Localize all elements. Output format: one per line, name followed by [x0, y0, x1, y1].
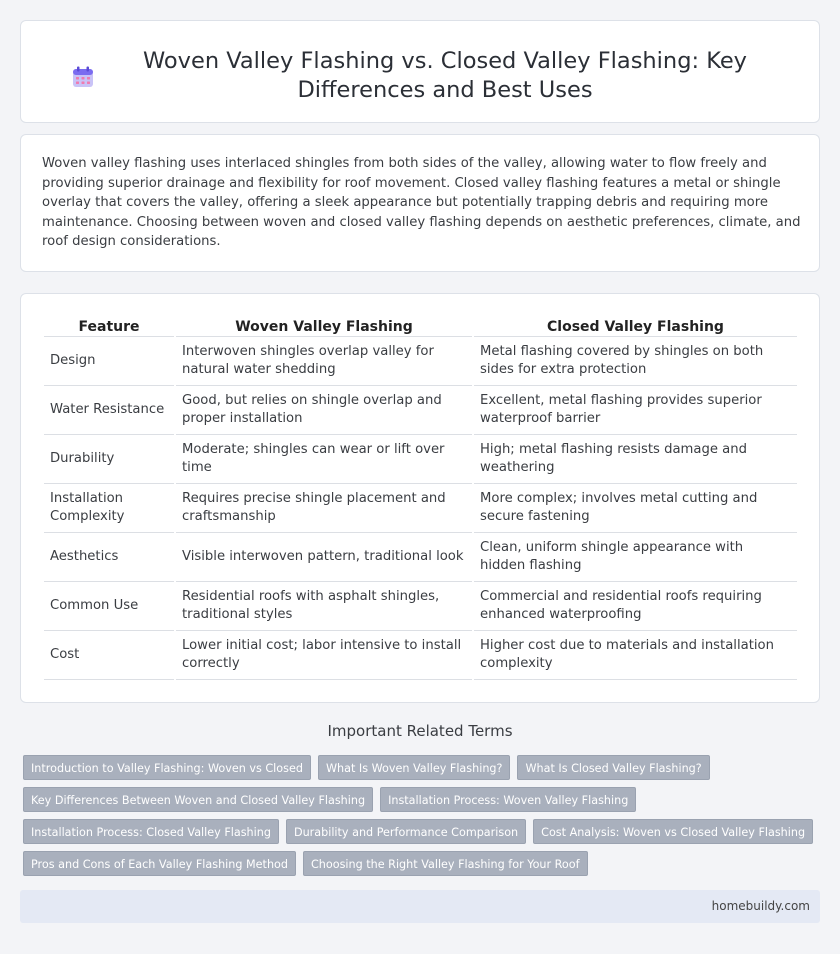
page-title: Woven Valley Flashing vs. Closed Valley Flashing: Key Differences and Best Uses	[142, 48, 748, 103]
cell-closed: Higher cost due to materials and installation complexity	[474, 631, 797, 680]
tag-row	[23, 851, 823, 876]
comparison-table-card	[20, 293, 820, 703]
tag-row	[23, 755, 823, 780]
table-row	[44, 631, 797, 680]
cell-woven: Interwoven shingles overlap valley for natural water shedding	[176, 337, 472, 386]
cell-closed: Excellent, metal flashing provides superior waterproof barrier	[474, 386, 797, 435]
related-term-tag[interactable]: Introduction to Valley Flashing: Woven vs Closed	[23, 755, 311, 780]
cell-feature: Common Use	[44, 582, 174, 631]
related-term-tag[interactable]: Key Differences Between Woven and Closed Valley Flashing	[23, 787, 373, 812]
cell-woven: Residential roofs with asphalt shingles, traditional styles	[176, 582, 472, 631]
comparison-table	[42, 315, 799, 680]
related-term-tag[interactable]: Cost Analysis: Woven vs Closed Valley Flashing	[533, 819, 813, 844]
table-row	[44, 337, 797, 386]
cell-closed: High; metal flashing resists damage and weathering	[474, 435, 797, 484]
related-term-tag[interactable]: Installation Process: Closed Valley Flashing	[23, 819, 279, 844]
header-closed: Closed Valley Flashing	[474, 315, 797, 337]
related-terms-title: Important Related Terms	[327, 722, 513, 740]
tag-row	[23, 787, 823, 812]
cell-woven: Moderate; shingles can wear or lift over time	[176, 435, 472, 484]
table-header-row	[44, 315, 797, 337]
cell-feature: Durability	[44, 435, 174, 484]
cell-woven: Lower initial cost; labor intensive to install correctly	[176, 631, 472, 680]
related-term-tag[interactable]: Choosing the Right Valley Flashing for Your Roof	[303, 851, 588, 876]
cell-closed: Clean, uniform shingle appearance with hidden flashing	[474, 533, 797, 582]
header-woven: Woven Valley Flashing	[176, 315, 472, 337]
related-term-tag[interactable]: What Is Closed Valley Flashing?	[517, 755, 709, 780]
cell-closed: Metal flashing covered by shingles on both sides for extra protection	[474, 337, 797, 386]
cell-woven: Good, but relies on shingle overlap and proper installation	[176, 386, 472, 435]
header-feature: Feature	[44, 315, 174, 337]
table-row	[44, 582, 797, 631]
cell-woven: Requires precise shingle placement and craftsmanship	[176, 484, 472, 533]
related-term-tag[interactable]: What Is Woven Valley Flashing?	[318, 755, 511, 780]
cell-feature: Cost	[44, 631, 174, 680]
cell-feature: Aesthetics	[44, 533, 174, 582]
related-terms-list	[23, 755, 823, 883]
cell-closed: Commercial and residential roofs requiring enhanced waterproofing	[474, 582, 797, 631]
cell-closed: More complex; involves metal cutting and secure fastening	[474, 484, 797, 533]
intro-card	[20, 134, 820, 272]
tag-row	[23, 819, 823, 844]
footer-site-link[interactable]: homebuildy.com	[711, 899, 810, 913]
related-term-tag[interactable]: Installation Process: Woven Valley Flashing	[380, 787, 636, 812]
cell-feature: Water Resistance	[44, 386, 174, 435]
footer	[20, 890, 820, 923]
intro-paragraph: Woven valley flashing uses interlaced shingles from both sides of the valley, allowing water to flow freely and providing superior drainage and flexibility for roof movement. Closed valley flashing features a metal or shingle overlay that covers the valley, offering a sleek appearance but potentially trapping debris and requiring more maintenance. Choosing between woven and closed valley flashing depends on aesthetic preferences, climate, and roof design considerations.	[42, 156, 801, 250]
table-row	[44, 484, 797, 533]
table-row	[44, 533, 797, 582]
table-row	[44, 435, 797, 484]
title-card	[20, 20, 820, 123]
related-term-tag[interactable]: Durability and Performance Comparison	[286, 819, 526, 844]
cell-feature: Installation Complexity	[44, 484, 174, 533]
related-term-tag[interactable]: Pros and Cons of Each Valley Flashing Method	[23, 851, 296, 876]
cell-woven: Visible interwoven pattern, traditional look	[176, 533, 472, 582]
cell-feature: Design	[44, 337, 174, 386]
table-row	[44, 386, 797, 435]
